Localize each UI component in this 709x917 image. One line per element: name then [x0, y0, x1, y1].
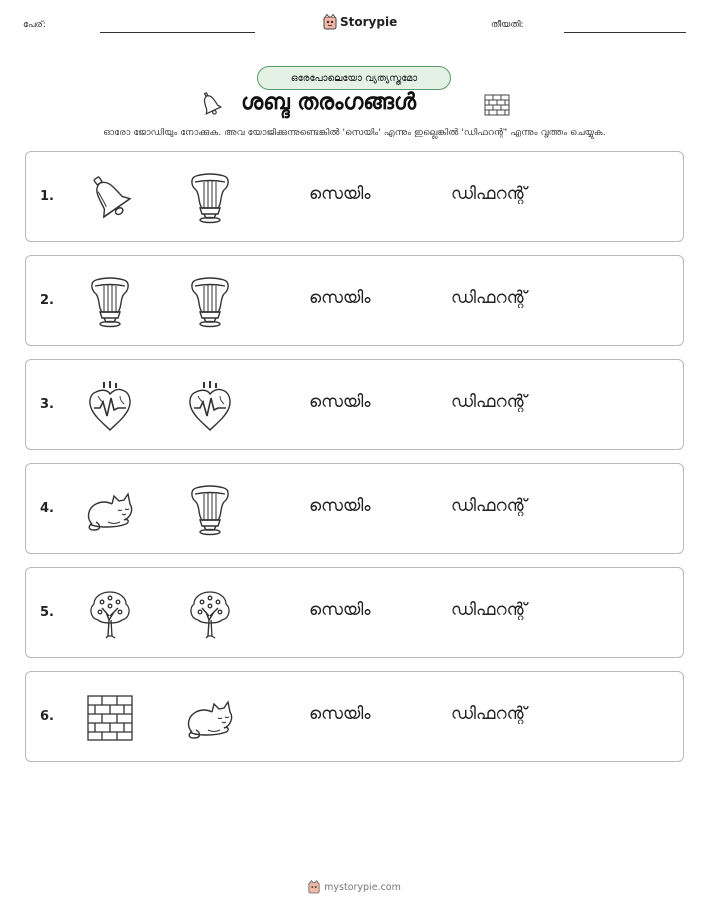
question-row: [25, 151, 684, 242]
storypie-logo: [323, 14, 397, 30]
question-row: [25, 671, 684, 762]
question-row: [25, 463, 684, 554]
question-number: 2.: [40, 293, 54, 308]
same-option[interactable]: സെയിം: [309, 184, 371, 204]
same-option[interactable]: സെയിം: [309, 704, 371, 724]
question-row: [25, 255, 684, 346]
heart-icon: [182, 378, 238, 434]
bell-icon: [82, 170, 138, 226]
instructions: ഓരോ ജോഡിയും നോക്കുക. അവ യോജിക്കുന്നുണ്ടെങ്കിൽ 'സെയിം' എന്നും ഇല്ലെങ്കിൽ 'ഡിഫറന്റ്' എന്നും വൃത്തം ചെയ്യുക.: [103, 127, 606, 138]
same-option[interactable]: സെയിം: [309, 288, 371, 308]
same-option[interactable]: സെയിം: [309, 496, 371, 516]
date-label: തീയതി:: [491, 20, 524, 30]
question-number: 3.: [40, 397, 54, 412]
different-option[interactable]: ഡിഫറന്റ്: [451, 184, 527, 204]
date-field[interactable]: [564, 32, 686, 33]
different-option[interactable]: ഡിഫറന്റ്: [451, 600, 527, 620]
footer: [0, 880, 709, 894]
question-number: 6.: [40, 709, 54, 724]
name-label: പേര്:: [23, 20, 46, 30]
different-option[interactable]: ഡിഫറന്റ്: [451, 704, 527, 724]
cat-icon: [182, 690, 238, 746]
name-field[interactable]: [100, 32, 255, 33]
storypie-logo-icon: [323, 14, 337, 30]
lyre-icon: [82, 274, 138, 330]
worksheet-type-badge: ഒരേപോലെയോ വ്യത്യസ്തമോ: [257, 66, 451, 90]
bell-icon: [199, 90, 223, 124]
different-option[interactable]: ഡിഫറന്റ്: [451, 496, 527, 516]
same-option[interactable]: സെയിം: [309, 600, 371, 620]
brick-wall-icon: [82, 690, 138, 746]
page-title: ശബ്ദ തരംഗങ്ങൾ: [241, 90, 417, 115]
brand-name: Storypie: [340, 15, 398, 29]
storypie-footer-icon: [308, 880, 320, 894]
question-row: [25, 359, 684, 450]
same-option[interactable]: സെയിം: [309, 392, 371, 412]
different-option[interactable]: ഡിഫറന്റ്: [451, 392, 527, 412]
lyre-icon: [182, 482, 238, 538]
title-area: [0, 90, 709, 120]
different-option[interactable]: ഡിഫറന്റ്: [451, 288, 527, 308]
lyre-icon: [182, 170, 238, 226]
lyre-icon: [182, 274, 238, 330]
question-number: 1.: [40, 189, 54, 204]
footer-url: mystorypie.com: [324, 881, 401, 893]
question-number: 5.: [40, 605, 54, 620]
brick-wall-icon: [484, 94, 510, 120]
question-number: 4.: [40, 501, 54, 516]
tree-icon: [182, 586, 238, 642]
heart-icon: [82, 378, 138, 434]
cat-icon: [82, 482, 138, 538]
question-row: [25, 567, 684, 658]
tree-icon: [82, 586, 138, 642]
